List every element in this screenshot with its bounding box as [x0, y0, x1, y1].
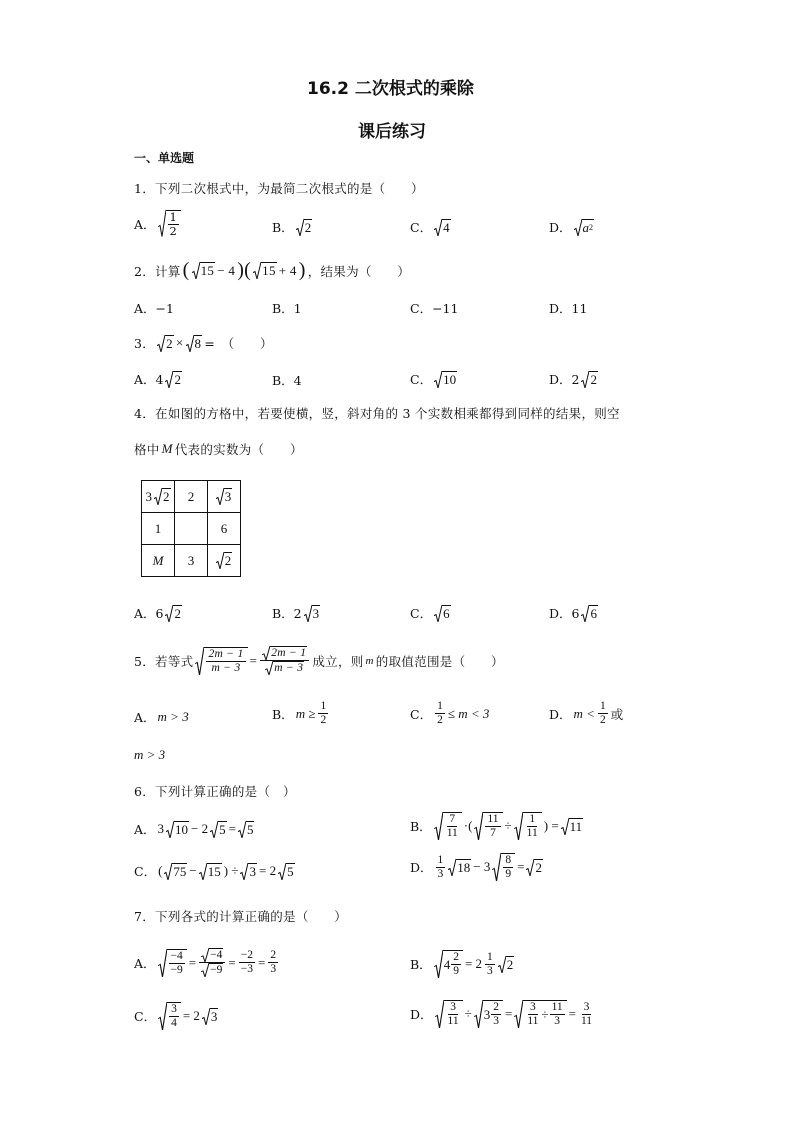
- q6-option-b[interactable]: B． 7 11 ·( 11 7 ÷ 1 11 ) = 11: [410, 813, 583, 839]
- q7-option-d[interactable]: D． 3 11 ÷ 3 2 3 = $\frac{3}{11}$ ÷ $\frac{11}{3}$ = $\frac{3}{11}$: [410, 1000, 593, 1027]
- page-title: 16.2 二次根式的乘除: [307, 79, 474, 99]
- q2-option-a[interactable]: A．−1: [134, 301, 174, 316]
- q3-option-b[interactable]: B．4: [272, 373, 302, 388]
- q5-option-b[interactable]: B． m ≥ $\frac{1}{2}$: [272, 700, 327, 726]
- q3-option-a[interactable]: A．4 2: [134, 371, 181, 387]
- grid-cell: 3: [175, 545, 208, 577]
- q6-option-d[interactable]: D． 1 3 18 − 3 8 9 = 2: [410, 853, 542, 880]
- q6-option-a[interactable]: A． 3 10 − 2 5 = 5: [134, 821, 254, 837]
- q3-option-c[interactable]: C． 10: [410, 371, 457, 387]
- grid-cell: 3 2: [142, 481, 175, 513]
- grid-cell: 2: [208, 545, 241, 577]
- grid-cell: 1: [142, 513, 175, 545]
- q7-option-b[interactable]: B． 4 2 9 = 2 1 3 2: [410, 950, 514, 977]
- q4-option-a[interactable]: A．6 2: [134, 605, 181, 621]
- q5-option-a[interactable]: A． m > 3: [134, 709, 189, 725]
- q5-option-d[interactable]: D． m < 1 2 或: [549, 700, 624, 726]
- grid-cell: 6: [208, 513, 241, 545]
- option-label: C．: [410, 220, 433, 235]
- option-label: B．: [272, 220, 294, 235]
- question-2-stem: 2．计算 ( 15 − 4 )( 15 + 4 ) ，结果为（ ）: [134, 259, 411, 281]
- q4-option-b[interactable]: B．2 3: [272, 605, 320, 621]
- question-6-stem: 6．下列计算正确的是（ ）: [134, 784, 296, 799]
- q5-option-d-wrap: m > 3: [134, 747, 166, 762]
- q2-option-c[interactable]: C．−11: [410, 301, 459, 316]
- grid-cell: 3: [208, 481, 241, 513]
- question-4-line-1: 4．在如图的方格中，若要使横，竖，斜对角的 3 个实数相乘都得到同样的结果，则空: [134, 406, 620, 421]
- option-label: A．: [134, 217, 156, 232]
- q4-option-c[interactable]: C． 6: [410, 605, 450, 621]
- q1-option-c[interactable]: C． 4: [410, 219, 450, 235]
- question-4-line-2: 格中 M 代表的实数为（ ）: [134, 441, 303, 457]
- question-7-stem: 7．下列各式的计算正确的是（ ）: [134, 909, 348, 924]
- question-5-stem: 5．若等式 2m − 1 m − 3 = $\frac{2m - 1}{m - 3}$ 成立，则 m 的取值范围是（ ）: [134, 647, 504, 674]
- grid-cell: M: [142, 545, 175, 577]
- q1-option-b[interactable]: B． 2: [272, 219, 312, 235]
- q3-option-d[interactable]: D．2 2: [549, 371, 597, 387]
- section-heading: 一、单选题: [134, 151, 195, 165]
- sqrt-expression: 1 2: [158, 210, 181, 238]
- q6-option-c[interactable]: C． ( 75 − 15 ) ÷ 3 = 2 5: [134, 863, 294, 879]
- grid-cell-empty: [175, 513, 208, 545]
- q2-option-b[interactable]: B．1: [272, 301, 302, 316]
- q2-option-d[interactable]: D．11: [549, 301, 588, 316]
- option-label: D．: [549, 220, 572, 235]
- q7-option-a[interactable]: A． −4 −9 = $\frac{-4}{-9}$ = $\frac{-2}{-3}$ = $\frac{2}{3}$: [134, 949, 277, 976]
- q1-option-a[interactable]: [134, 210, 181, 238]
- question-1-stem: 1．下列二次根式中，为最简二次根式的是（ ）: [134, 181, 424, 196]
- page-subtitle: 课后练习: [358, 122, 426, 142]
- q5-option-c[interactable]: C． $\frac{1}{2}$ ≤ m < 3: [410, 700, 490, 726]
- q4-option-d[interactable]: D．6 6: [549, 605, 597, 621]
- magic-square-grid: [141, 480, 241, 577]
- q7-option-c[interactable]: C． 3 4 = 2 3: [134, 1003, 218, 1029]
- q1-option-d[interactable]: D． a 2: [549, 219, 594, 235]
- question-3-stem: 3． 2 × 8 = （ ）: [134, 335, 273, 351]
- grid-cell: 2: [175, 481, 208, 513]
